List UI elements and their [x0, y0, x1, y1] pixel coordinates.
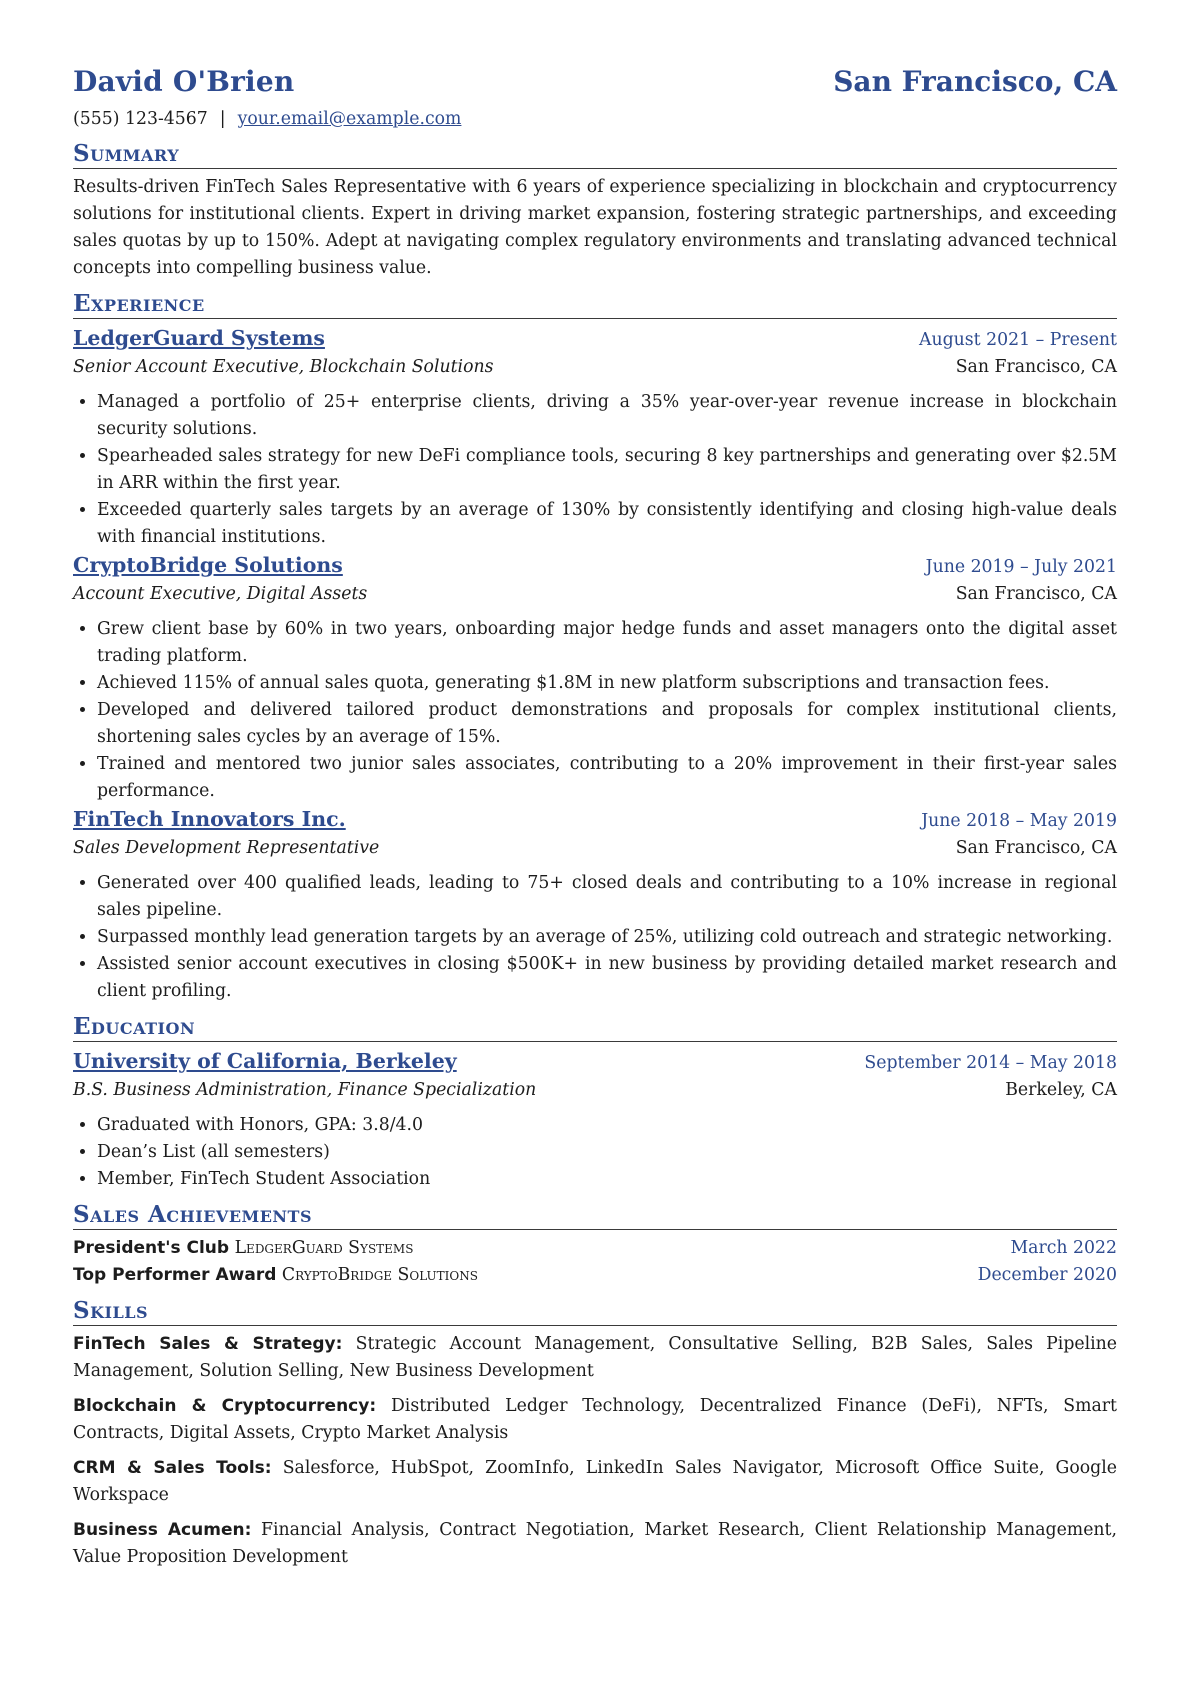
experience-entry	[73, 805, 1117, 1005]
award-date: December 2020	[977, 1265, 1117, 1285]
candidate-location: San Francisco, CA	[833, 65, 1117, 98]
list-item: • Dean’s List (all semesters)	[97, 1139, 1117, 1166]
company-name: FinTech Innovators Inc.	[73, 807, 346, 831]
job-location: San Francisco, CA	[955, 838, 1117, 858]
employment-dates: August 2021 – Present	[918, 330, 1117, 350]
education-dates: September 2014 – May 2018	[864, 1053, 1117, 1073]
section-title-education: Education	[73, 1013, 1117, 1042]
skill-text: Financial Analysis, Contract Negotiation, Market Research, Client Relationship Management, Value Proposition Development	[73, 1520, 1117, 1567]
list-item: • Surpassed monthly lead generation targets by an average of 25%, utilizing cold outreach and strategic networking.	[97, 924, 1117, 951]
achievement-row	[73, 1262, 1117, 1289]
skill-label: Business Acumen:	[73, 1520, 252, 1540]
summary-text: Results-driven FinTech Sales Representative with 6 years of experience specializing in blockchain and cryptocurrency solutions for institutional clients. Expert in driving market expansion, fostering strategic partnerships, and exceeding sales quotas by up to 150%. Adept at navigating complex regulatory environments and translating advanced technical concepts into compelling business value.	[73, 177, 1117, 278]
skill-text: Strategic Account Management, Consultative Selling, B2B Sales, Sales Pipeline Management, Solution Selling, New Business Development	[73, 1334, 1118, 1381]
list-item: • Achieved 115% of annual sales quota, generating $1.8M in new platform subscriptions and transaction fees.	[97, 670, 1117, 697]
achievement-list	[73, 870, 1117, 1005]
list-item: • Graduated with Honors, GPA: 3.8/4.0	[97, 1112, 1117, 1139]
experience-entry	[73, 324, 1117, 551]
job-location: San Francisco, CA	[955, 584, 1117, 604]
achievement-list	[73, 616, 1117, 805]
contact-line	[73, 106, 1117, 132]
skill-text: Salesforce, HubSpot, ZoomInfo, LinkedIn Sales Navigator, Microsoft Office Suite, Google Workspace	[73, 1458, 1117, 1505]
award-name: President's Club	[73, 1238, 230, 1258]
list-item: • Generated over 400 qualified leads, leading to 75+ closed deals and contributing to a 10% increase in regional sales pipeline.	[97, 870, 1117, 924]
education-list	[73, 1112, 1117, 1193]
list-item: • Trained and mentored two junior sales associates, contributing to a 20% improvement in their first-year sales performance.	[97, 751, 1117, 805]
list-item: • Managed a portfolio of 25+ enterprise clients, driving a 35% year-over-year revenue increase in blockchain security solutions.	[97, 389, 1117, 443]
award-org: CryptoBridge Solutions	[281, 1265, 478, 1285]
skill-row	[73, 1517, 1117, 1571]
list-item: • Assisted senior account executives in closing $500K+ in new business by providing detailed market research and client profiling.	[97, 951, 1117, 1005]
job-title: Sales Development Representative	[73, 838, 380, 858]
achievement-row	[73, 1235, 1117, 1262]
email-link[interactable]: your.email@example.com	[237, 109, 462, 129]
award-date: March 2022	[1010, 1238, 1117, 1258]
skill-label: CRM & Sales Tools:	[73, 1458, 272, 1478]
school-location: Berkeley, CA	[1005, 1080, 1117, 1100]
employment-dates: June 2019 – July 2021	[925, 557, 1117, 577]
list-item: • Spearheaded sales strategy for new DeFi compliance tools, securing 8 key partnerships and generating over $2.5M in ARR within the first year.	[97, 443, 1117, 497]
section-title-experience: Experience	[73, 290, 1117, 319]
section-title-skills: Skills	[73, 1297, 1117, 1326]
skill-label: Blockchain & Cryptocurrency:	[73, 1396, 377, 1416]
award-name: Top Performer Award	[73, 1265, 277, 1285]
list-item: • Developed and delivered tailored product demonstrations and proposals for complex institutional clients, shortening sales cycles by an average of 15%.	[97, 697, 1117, 751]
section-title-summary: Summary	[73, 140, 1117, 169]
education-entry	[73, 1047, 1117, 1193]
skill-row	[73, 1455, 1117, 1509]
job-title: Account Executive, Digital Assets	[73, 584, 368, 604]
section-title-achievements: Sales Achievements	[73, 1201, 1117, 1230]
list-item: • Grew client base by 60% in two years, onboarding major hedge funds and asset managers onto the digital asset trading platform.	[97, 616, 1117, 670]
job-location: San Francisco, CA	[955, 357, 1117, 377]
employment-dates: June 2018 – May 2019	[921, 811, 1117, 831]
resume-header	[73, 62, 1117, 102]
skill-row	[73, 1393, 1117, 1447]
list-item: • Exceeded quarterly sales targets by an average of 130% by consistently identifying and closing high-value deals with financial institutions.	[97, 497, 1117, 551]
contact-separator: |	[219, 109, 226, 129]
experience-entry	[73, 551, 1117, 805]
company-name: LedgerGuard Systems	[73, 326, 325, 350]
school-name: University of California, Berkeley	[73, 1049, 457, 1073]
achievement-list	[73, 389, 1117, 551]
award-org: LedgerGuard Systems	[234, 1238, 414, 1258]
list-item: • Member, FinTech Student Association	[97, 1166, 1117, 1193]
skill-row	[73, 1331, 1117, 1385]
skill-label: FinTech Sales & Strategy:	[73, 1334, 343, 1354]
job-title: Senior Account Executive, Blockchain Solutions	[73, 357, 494, 377]
skill-text: Distributed Ledger Technology, Decentralized Finance (DeFi), NFTs, Smart Contracts, Digital Assets, Crypto Market Analysis	[73, 1396, 1118, 1443]
degree: B.S. Business Administration, Finance Specialization	[73, 1080, 537, 1100]
candidate-name: David O'Brien	[73, 65, 295, 98]
phone-number: (555) 123-4567	[73, 109, 208, 129]
company-name: CryptoBridge Solutions	[73, 553, 343, 577]
